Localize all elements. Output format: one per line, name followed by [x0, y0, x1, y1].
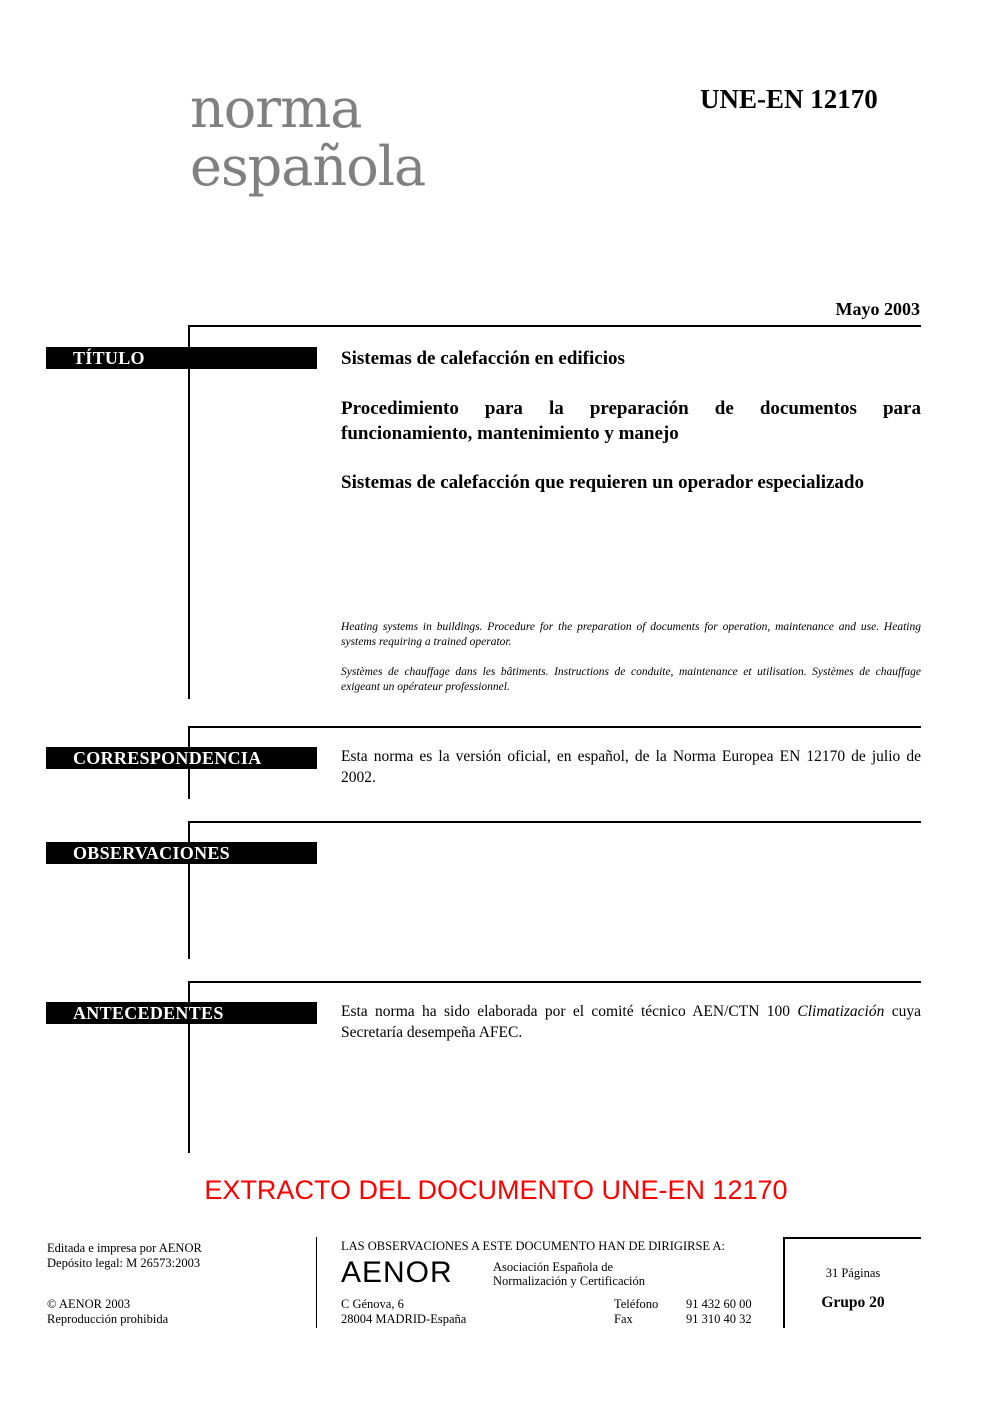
aenor-logo: AENOR: [341, 1256, 453, 1289]
standard-code: UNE-EN 12170: [700, 84, 878, 114]
extract-banner: EXTRACTO DEL DOCUMENTO UNE-EN 12170: [204, 1175, 788, 1205]
section-divider-correspondencia: [188, 726, 921, 728]
correspondencia-text: Esta norma es la versión oficial, en español, de la Norma Europea EN 12170 de julio de 2002.: [341, 748, 921, 786]
footer-rights-info: [47, 1297, 168, 1327]
footer-address: [341, 1297, 466, 1327]
price-group: Grupo 20: [821, 1294, 885, 1311]
footer-contact-values: [686, 1297, 752, 1327]
footer-copyright: © AENOR 2003: [47, 1297, 131, 1311]
footer-edition-info: [47, 1241, 202, 1271]
title-sub: Procedimiento para la preparación de documentos para funcionamiento, mantenimiento y manejo: [341, 398, 921, 444]
footer-divider-left: [316, 1237, 317, 1328]
antecedentes-text-end: cuya Secretaría desempeña AFEC.: [341, 1003, 922, 1041]
footer-reproduction: Reproducción prohibida: [47, 1312, 169, 1326]
antecedentes-text: [341, 1001, 921, 1043]
title-french: Systèmes de chauffage dans les bâtiments. Instructions de conduite, maintenance et utilisation. Systèmes de chauffage exigeant un opérateur professionnel.: [341, 666, 921, 693]
fax-number: 91 310 40 32: [686, 1312, 752, 1326]
footer-box-top: [783, 1237, 921, 1239]
footer-deposit: Depósito legal: M 26573:2003: [47, 1256, 201, 1270]
title-part: Sistemas de calefacción que requieren un operador especializado: [341, 472, 865, 493]
norma-line2: española: [190, 135, 426, 198]
title-main: Sistemas de calefacción en edificios: [341, 348, 625, 369]
footer-edited-by: Editada e impresa por AENOR: [47, 1241, 202, 1255]
address-line1: C Génova, 6: [341, 1297, 404, 1311]
title-english: Heating systems in buildings. Procedure for the preparation of documents for operation, maintenance and use. Heating systems requiring a trained operator.: [341, 621, 921, 648]
aenor-name-line2: Normalización y Certificación: [493, 1274, 646, 1288]
phone-label: Teléfono: [614, 1297, 659, 1311]
footer-divider-right: [783, 1237, 785, 1328]
aenor-name-line1: Asociación Española de: [493, 1260, 614, 1274]
section-divider-observaciones: [188, 821, 921, 823]
section-divider-antecedentes: [188, 981, 921, 983]
norma-espanola-heading: [190, 77, 426, 198]
antecedentes-committee-name: Climatización: [797, 1003, 885, 1020]
norma-line1: norma: [190, 77, 362, 140]
publication-date: Mayo 2003: [835, 299, 920, 319]
footer-observations-heading: LAS OBSERVACIONES A ESTE DOCUMENTO HAN DE DIRIGIRSE A:: [341, 1239, 725, 1253]
aenor-full-name: [493, 1260, 645, 1288]
section-divider-titulo: [188, 325, 921, 327]
section-label-correspondencia: CORRESPONDENCIA: [46, 747, 317, 769]
address-line2: 28004 MADRID-España: [341, 1312, 467, 1326]
section-label-observaciones: OBSERVACIONES: [46, 842, 317, 864]
phone-number: 91 432 60 00: [686, 1297, 752, 1311]
section-label-antecedentes: ANTECEDENTES: [46, 1002, 317, 1024]
section-label-titulo: TÍTULO: [46, 347, 317, 369]
footer-contact-labels: [614, 1297, 658, 1327]
section-vertical-rule-titulo: [188, 325, 190, 699]
fax-label: Fax: [614, 1312, 633, 1326]
antecedentes-text-start: Esta norma ha sido elaborada por el comité técnico AEN/CTN 100: [341, 1003, 798, 1020]
page-count: 31 Páginas: [825, 1266, 881, 1280]
